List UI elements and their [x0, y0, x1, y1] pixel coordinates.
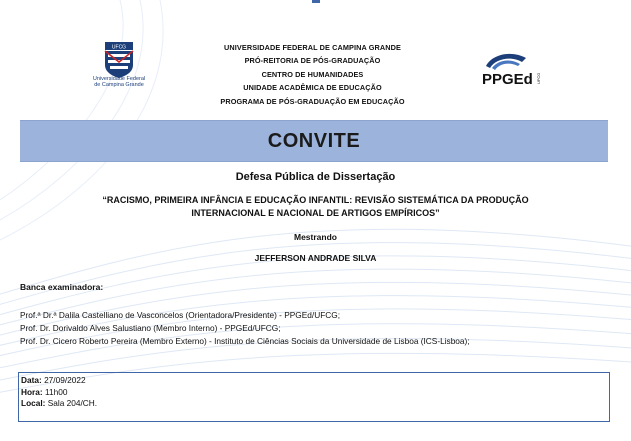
institution-line: CENTRO DE HUMANIDADES: [261, 69, 364, 79]
institution-header: [170, 41, 455, 108]
invitation-banner: [20, 120, 608, 162]
ufcg-caption-line-2: de Campina Grande: [94, 82, 144, 88]
event-type: Defesa Pública de Dissertação: [235, 171, 396, 183]
event-time: [19, 387, 609, 399]
institution-line: PRÓ-REITORIA DE PÓS-GRADUAÇÃO: [244, 56, 381, 66]
banner-title: CONVITE: [267, 129, 361, 152]
time-value: 11h00: [44, 386, 68, 397]
ppged-logo: [478, 52, 548, 92]
ppged-logo-text: PPGEd: [482, 71, 533, 88]
student-name: JEFFERSON ANDRADE SILVA: [254, 253, 377, 263]
event-date: [19, 375, 609, 387]
ufcg-caption-line-1: Universidade Federal: [92, 76, 146, 82]
time-label: Hora:: [21, 386, 43, 397]
committee-member: Prof. Dr. Dorivaldo Alves Salustiano (Membro Interno) - PPGEd/UFCG;: [20, 323, 281, 333]
institution-line: UNIDADE ACADÊMICA DE EDUCAÇÃO: [243, 83, 382, 93]
committee-list: [20, 309, 620, 348]
institution-line: PROGRAMA DE PÓS-GRADUAÇÃO EM EDUCAÇÃO: [220, 96, 405, 106]
date-label: Data:: [21, 375, 42, 385]
date-value: 27/09/2022: [44, 375, 86, 385]
dissertation-title-line-1: “RACISMO, PRIMEIRA INFÂNCIA E EDUCAÇÃO INFANTIL: REVISÃO SISTEMÁTICA DA PRODUÇÃO: [102, 195, 529, 205]
place-label: Local:: [21, 398, 46, 409]
event-details-box: [18, 372, 610, 422]
ufcg-logo: [88, 40, 150, 80]
place-value: Sala 204/CH.: [47, 398, 98, 409]
dissertation-title-line-2: INTERNACIONAL E NACIONAL DE ARTIGOS EMPÍRICOS”: [191, 207, 440, 218]
dissertation-title: [40, 194, 591, 219]
committee-member: Prof. Dr. Cicero Roberto Pereira (Membro Externo) - Instituto de Ciências Sociais da Universidade de Lisboa (ICS-Lisboa);: [20, 336, 470, 346]
ppged-logo-side: UFCG: [536, 72, 541, 84]
student-label: Mestrando: [294, 232, 337, 242]
event-place: [19, 398, 609, 410]
institution-line: UNIVERSIDADE FEDERAL DE CAMPINA GRANDE: [224, 43, 401, 52]
committee-title: Banca examinadora:: [20, 282, 104, 292]
ufcg-badge-text: UFCG: [111, 44, 127, 51]
ufcg-logo-caption: [82, 76, 156, 88]
committee-member: Prof.ª Dr.ª Dalila Castelliano de Vasconcelos (Orientadora/Presidente) - PPGEd/UFCG;: [20, 310, 341, 320]
